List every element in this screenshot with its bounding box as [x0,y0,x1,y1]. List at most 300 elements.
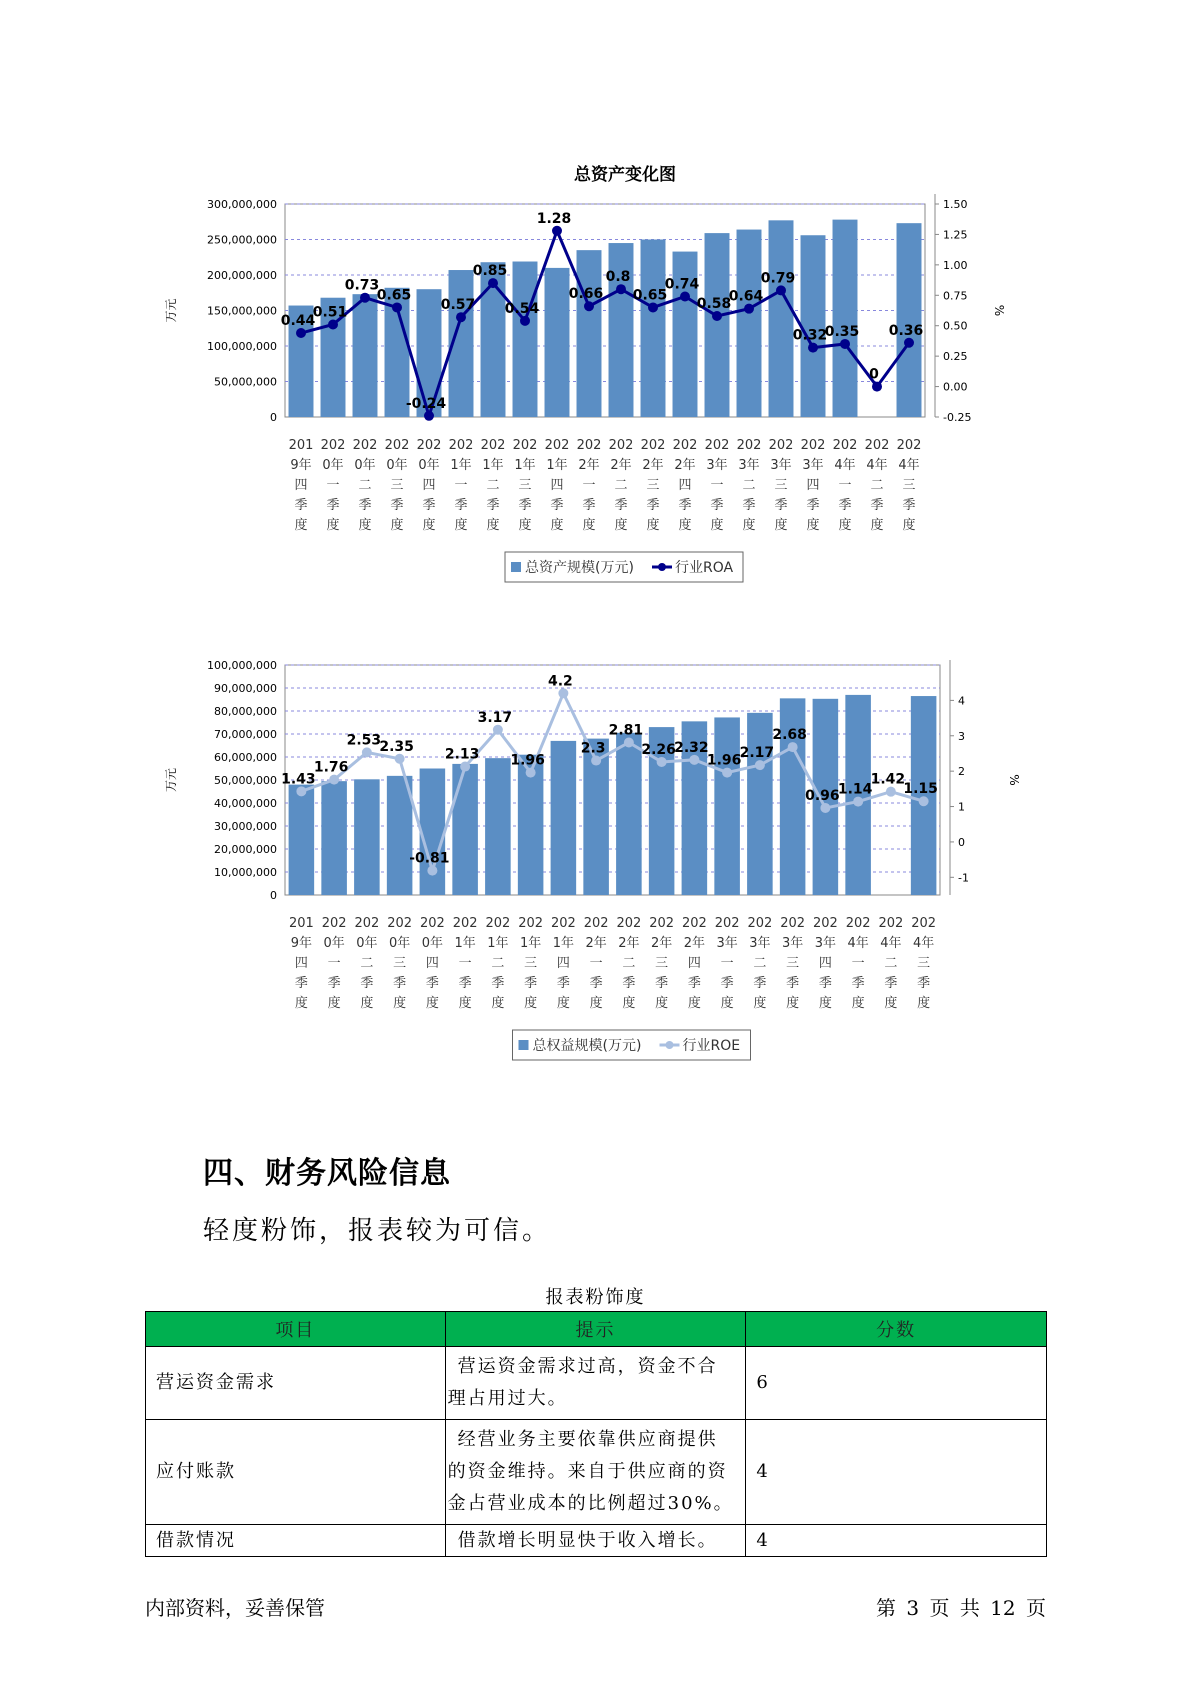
data-label: 1.96 [706,752,742,769]
footer-note: 内部资料，妥善保管 [145,1596,325,1620]
x-tick-label: 202 [480,438,506,453]
x-tick-label: 季 [742,498,756,513]
bar [705,233,730,417]
x-tick-label: 三 [917,956,931,971]
data-label: 3.17 [477,709,513,726]
left-tick-label: 100,000,000 [207,340,277,353]
x-tick-label: 2年 [683,936,706,951]
data-label: 0.57 [440,297,476,314]
x-tick-label: 2年 [642,458,664,473]
bar [897,223,922,417]
x-tick-label: 1年 [552,936,575,951]
x-tick-label: 度 [646,518,660,533]
x-tick-label: 度 [556,996,570,1011]
x-tick-label: 2年 [610,458,632,473]
bar [616,733,642,895]
bar [714,717,740,895]
x-tick-label: 季 [360,976,374,991]
row-score: 6 [746,1347,1047,1420]
x-tick-label: 度 [358,518,372,533]
row-hint: 营运资金需求过高，资金不合理占用过大。 [445,1347,746,1420]
x-tick-label: 度 [678,518,692,533]
x-tick-label: 季 [720,976,734,991]
data-point [424,411,434,421]
right-tick-label: 0.00 [943,380,968,394]
data-label: 0.54 [504,300,540,317]
x-tick-label: 202 [911,916,937,931]
x-tick-label: 季 [294,498,308,513]
x-tick-label: 1年 [450,458,472,473]
left-tick-label: 100,000,000 [207,660,277,672]
data-label: 2.68 [772,727,807,744]
table-header-row [146,1312,1047,1347]
data-point [657,757,667,767]
left-tick-label: 60,000,000 [214,751,277,764]
x-tick-label: 202 [384,438,410,453]
x-tick-label: 季 [655,976,669,991]
total-assets-chart [0,160,1191,620]
row-item: 借款情况 [146,1525,446,1557]
x-tick-label: 四 [556,956,570,971]
x-tick-label: 度 [486,518,500,533]
x-tick-label: 0年 [323,936,345,951]
x-tick-label: 三 [646,478,660,493]
x-tick-label: 四 [806,478,820,493]
left-tick-label: 0 [270,889,277,902]
bar [737,230,762,417]
x-tick-label: 2年 [578,458,600,473]
header-item: 项目 [146,1312,446,1347]
left-tick-label: 150,000,000 [207,304,277,318]
x-tick-label: 202 [518,916,544,931]
x-tick-label: 202 [832,438,858,453]
x-tick-label: 0年 [418,458,440,473]
x-tick-label: 四 [550,478,564,493]
table-caption: 报表粉饰度 [545,1287,646,1308]
data-label: 1.15 [903,781,938,798]
x-tick-label: 202 [845,916,871,931]
data-label: 0.85 [472,263,508,280]
x-tick-label: 度 [518,518,532,533]
x-tick-label: 季 [786,976,800,991]
right-tick-label: 0 [958,835,965,849]
data-point [744,304,754,314]
x-tick-label: 202 [681,916,707,931]
x-tick-label: 202 [714,916,740,931]
x-tick-label: 一 [326,478,340,493]
x-tick-label: 度 [884,996,898,1011]
x-tick-label: 三 [518,478,532,493]
x-tick-label: 二 [486,478,500,493]
bar [833,220,858,417]
right-tick-label: 1 [958,800,965,814]
x-tick-label: 一 [710,478,724,493]
x-tick-label: 2年 [618,936,640,951]
data-point [689,755,699,765]
x-tick-label: 季 [710,498,724,513]
x-tick-label: 度 [622,996,636,1011]
total-equity-chart [0,660,1191,1120]
x-tick-label: 季 [806,498,820,513]
x-tick-label: 季 [556,976,570,991]
data-label: 0.79 [760,270,796,287]
x-tick-label: 季 [454,498,468,513]
data-label: 0.74 [664,276,700,293]
x-tick-label: 201 [288,916,314,931]
bar [354,779,380,895]
data-point [584,301,594,311]
data-label: 0.58 [696,295,732,312]
x-tick-label: 3年 [738,458,760,473]
data-point [648,302,658,312]
x-tick-label: 季 [646,498,660,513]
x-tick-label: 季 [851,976,865,991]
left-tick-label: 80,000,000 [214,705,277,718]
x-tick-label: 二 [360,956,374,971]
x-tick-label: 季 [358,498,372,513]
data-label: 0.66 [568,286,604,303]
x-tick-label: 季 [393,976,407,991]
x-tick-label: 202 [354,916,380,931]
x-tick-label: 202 [419,916,445,931]
data-label: 2.26 [641,741,676,758]
right-tick-label: 0.50 [943,319,968,333]
x-tick-label: 202 [812,916,838,931]
x-tick-label: 3年 [770,458,792,473]
x-tick-label: 202 [747,916,773,931]
x-tick-label: 度 [582,518,596,533]
x-tick-label: 二 [358,478,372,493]
x-tick-label: 202 [896,438,922,453]
x-tick-label: 2年 [650,936,673,951]
x-tick-label: 0年 [388,936,411,951]
data-point [680,292,690,302]
x-tick-label: 度 [326,518,340,533]
data-point [808,343,818,353]
x-tick-label: 度 [786,996,800,1011]
x-tick-label: 0年 [356,936,378,951]
x-tick-label: 9年 [290,458,312,473]
x-tick-label: 度 [902,518,916,533]
x-tick-label: 二 [753,956,767,971]
x-tick-label: 202 [616,916,642,931]
right-tick-label: -0.25 [943,411,972,424]
x-tick-label: 季 [550,498,564,513]
x-tick-label: 4年 [912,936,935,951]
left-axis-label: 万元 [164,298,178,323]
x-tick-label: 度 [614,518,628,533]
row-item: 营运资金需求 [146,1347,446,1420]
right-tick-label: 2 [958,765,965,779]
data-label: 2.32 [674,739,709,756]
data-point [493,725,503,735]
data-point [919,796,929,806]
data-point [624,737,634,747]
data-point [820,803,830,813]
data-label: 0.35 [824,323,860,340]
x-tick-label: 度 [589,996,603,1011]
x-tick-label: 一 [851,956,865,971]
x-tick-label: 202 [704,438,730,453]
x-tick-label: 202 [387,916,413,931]
bar [289,785,315,895]
data-point [853,797,863,807]
x-tick-label: 9年 [290,936,313,951]
x-tick-label: 季 [818,976,832,991]
bar [551,741,577,895]
legend-line-label: 行业ROA [675,560,734,576]
x-tick-label: 202 [550,916,576,931]
bar [485,758,511,895]
x-tick-label: 一 [327,956,341,971]
x-tick-label: 0年 [421,936,444,951]
x-tick-label: 度 [720,996,734,1011]
x-tick-label: 202 [640,438,666,453]
x-tick-label: 1年 [454,936,476,951]
bar [747,713,773,895]
x-tick-label: 四 [294,478,308,493]
x-tick-label: 202 [878,916,904,931]
data-label: 0.36 [888,322,924,339]
x-tick-label: 度 [327,996,341,1011]
data-label: 4.2 [547,673,573,690]
x-tick-label: 4年 [834,458,856,473]
x-tick-label: 季 [884,976,898,991]
x-tick-label: 202 [768,438,794,453]
legend-line-label: 行业ROE [682,1038,741,1054]
x-tick-label: 度 [851,996,865,1011]
left-tick-label: 70,000,000 [214,728,277,741]
x-tick-label: 202 [352,438,378,453]
right-axis-label: % [1007,774,1021,786]
x-tick-label: 季 [870,498,884,513]
x-tick-label: 三 [390,478,404,493]
x-tick-label: 季 [327,976,341,991]
right-tick-label: 1.50 [943,198,968,211]
x-tick-label: 202 [448,438,474,453]
data-point [520,316,530,326]
left-tick-label: 20,000,000 [214,843,277,856]
data-label: 0.51 [312,304,348,321]
x-tick-label: 度 [687,996,701,1011]
x-tick-label: 度 [422,518,436,533]
right-tick-label: 1.25 [943,228,968,242]
left-tick-label: 0 [270,411,277,424]
x-tick-label: 202 [452,916,478,931]
x-tick-label: 季 [458,976,472,991]
data-point [722,768,732,778]
table-row [146,1525,1047,1557]
data-label: 1.96 [510,752,545,769]
x-tick-label: 4年 [866,458,888,473]
x-tick-label: 一 [454,478,468,493]
left-tick-label: 50,000,000 [214,375,277,389]
data-point [392,302,402,312]
x-tick-label: 度 [742,518,756,533]
x-tick-label: 202 [321,916,347,931]
right-tick-label: -1 [958,871,969,885]
data-label: 0.8 [605,269,631,286]
x-tick-label: 202 [320,438,346,453]
data-label: 0.44 [280,313,316,330]
x-tick-label: 一 [458,956,472,971]
x-tick-label: 202 [780,916,806,931]
row-hint: 经营业务主要依靠供应商提供的资金维持。来自于供应商的资金占营业成本的比例超过30%。 [445,1420,746,1525]
data-point [788,742,798,752]
x-tick-label: 季 [687,976,701,991]
x-tick-label: 1年 [519,936,542,951]
right-axis-label: % [992,304,1006,317]
legend-line-marker [658,563,666,571]
bar [513,262,538,417]
data-point [558,688,568,698]
x-tick-label: 二 [622,956,636,971]
legend-line-marker [666,1041,674,1049]
x-tick-label: 度 [425,996,439,1011]
x-tick-label: 202 [583,916,609,931]
x-tick-label: 度 [917,996,931,1011]
x-tick-label: 0年 [354,458,376,473]
x-tick-label: 度 [753,996,767,1011]
data-point [872,382,882,392]
x-tick-label: 季 [390,498,404,513]
data-point [526,768,536,778]
x-tick-label: 202 [416,438,442,453]
x-tick-label: 季 [294,976,308,991]
risk-table [145,1311,1047,1557]
x-tick-label: 3年 [706,458,728,473]
data-label: 0.32 [792,327,828,344]
data-point [362,747,372,757]
data-label: 0 [869,366,879,383]
x-tick-label: 202 [608,438,634,453]
data-label: 1.43 [281,771,316,788]
page-number: 第 3 页 共 12 页 [876,1596,1046,1620]
x-tick-label: 度 [491,996,505,1011]
x-tick-label: 2年 [585,936,607,951]
x-tick-label: 度 [838,518,852,533]
x-tick-label: 3年 [749,936,771,951]
x-tick-label: 季 [524,976,538,991]
right-tick-label: 0.25 [943,350,968,364]
left-axis-label: 万元 [164,767,178,793]
x-tick-label: 一 [838,478,852,493]
data-point [360,293,370,303]
x-tick-label: 四 [294,956,308,971]
x-tick-label: 一 [582,478,596,493]
data-point [616,284,626,294]
data-label: 2.53 [346,732,382,749]
data-label: 0.65 [376,287,412,304]
data-point [776,285,786,295]
x-tick-label: 度 [458,996,472,1011]
data-point [460,762,470,772]
data-point [886,787,896,797]
bar [420,769,446,896]
data-point [456,312,466,322]
data-point [591,756,601,766]
x-tick-label: 季 [518,498,532,513]
x-tick-label: 三 [524,956,538,971]
data-label: 2.81 [608,722,644,739]
x-tick-label: 二 [614,478,628,493]
x-tick-label: 202 [672,438,698,453]
x-tick-label: 1年 [487,936,509,951]
x-tick-label: 1年 [546,458,568,473]
left-tick-label: 200,000,000 [207,269,277,282]
x-tick-label: 201 [288,438,314,453]
x-tick-label: 4年 [847,936,869,951]
data-point [712,311,722,321]
x-tick-label: 度 [818,996,832,1011]
left-tick-label: 30,000,000 [214,820,277,833]
x-tick-label: 二 [742,478,756,493]
x-tick-label: 度 [390,518,404,533]
section-title: 四、财务风险信息 [203,1156,451,1191]
data-label: 0.64 [728,288,764,305]
right-tick-label: 3 [958,729,965,743]
x-tick-label: 度 [393,996,407,1011]
data-point [552,226,562,236]
x-tick-label: 季 [678,498,692,513]
x-tick-label: 度 [550,518,564,533]
x-tick-label: 季 [838,498,852,513]
data-label: 2.17 [739,745,775,762]
x-tick-label: 四 [425,956,439,971]
table-row [146,1347,1047,1420]
x-tick-label: 202 [485,916,511,931]
data-point [395,754,405,764]
x-tick-label: 3年 [802,458,824,473]
x-tick-label: 202 [649,916,675,931]
data-point [296,786,306,796]
x-tick-label: 三 [902,478,916,493]
data-label: 0.96 [805,787,840,804]
x-tick-label: 二 [884,956,898,971]
x-tick-label: 202 [736,438,762,453]
left-tick-label: 40,000,000 [214,797,277,810]
data-label: 0.73 [344,277,380,294]
x-tick-label: 季 [753,976,767,991]
x-tick-label: 度 [360,996,374,1011]
data-point [840,339,850,349]
x-tick-label: 一 [589,956,603,971]
x-tick-label: 季 [491,976,505,991]
x-tick-label: 季 [622,976,636,991]
legend-bar-label: 总资产规模(万元) [525,560,634,576]
x-tick-label: 二 [870,478,884,493]
row-hint: 借款增长明显快于收入增长。 [445,1525,746,1557]
header-hint: 提示 [445,1312,746,1347]
bar [801,235,826,417]
x-tick-label: 四 [678,478,692,493]
x-tick-label: 度 [870,518,884,533]
x-tick-label: 202 [800,438,826,453]
x-tick-label: 4年 [880,936,902,951]
left-tick-label: 10,000,000 [214,866,277,879]
x-tick-label: 0年 [386,458,408,473]
x-tick-label: 3年 [716,936,738,951]
x-tick-label: 度 [454,518,468,533]
x-tick-label: 季 [614,498,628,513]
left-tick-label: 50,000,000 [214,774,277,787]
right-tick-label: 0.75 [943,289,968,303]
legend-bar-swatch [519,1040,529,1050]
x-tick-label: 季 [422,498,436,513]
data-label: 1.42 [870,771,906,788]
x-tick-label: 202 [576,438,602,453]
bar [641,240,666,418]
